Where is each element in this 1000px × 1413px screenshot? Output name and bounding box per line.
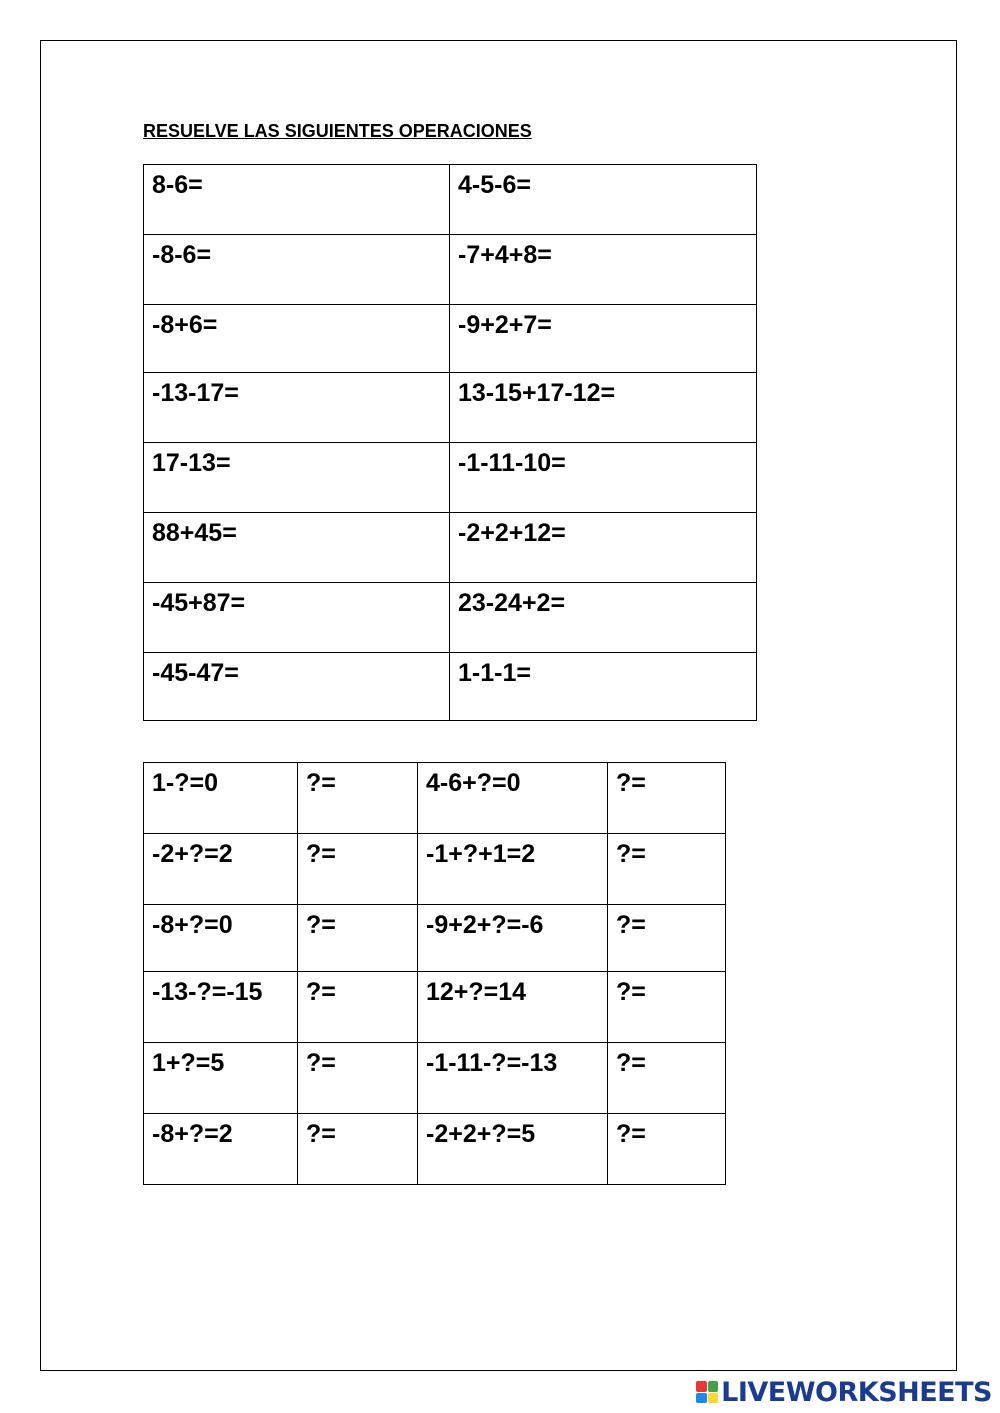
missing-number-table: [143, 762, 726, 1185]
answer-cell[interactable]: ?=: [608, 972, 726, 1043]
table-row: [144, 972, 726, 1043]
equation-cell: 12+?=14: [418, 972, 608, 1043]
operation-cell[interactable]: -13-17=: [144, 373, 450, 443]
liveworksheets-logo-icon: [696, 1381, 718, 1403]
operation-cell[interactable]: 4-5-6=: [450, 165, 757, 235]
operation-cell[interactable]: 8-6=: [144, 165, 450, 235]
answer-cell[interactable]: ?=: [608, 834, 726, 905]
logo-square-blue: [696, 1393, 707, 1404]
equation-cell: -1-11-?=-13: [418, 1043, 608, 1114]
operation-cell[interactable]: 23-24+2=: [450, 583, 757, 653]
equation-cell: -8+?=0: [144, 905, 298, 972]
equation-cell: -8+?=2: [144, 1114, 298, 1185]
table-row: [144, 834, 726, 905]
operation-cell[interactable]: -7+4+8=: [450, 235, 757, 305]
table-row: [144, 165, 757, 235]
operation-cell[interactable]: -45+87=: [144, 583, 450, 653]
operation-cell[interactable]: -8+6=: [144, 305, 450, 373]
answer-cell[interactable]: ?=: [608, 763, 726, 834]
equation-cell: 1-?=0: [144, 763, 298, 834]
answer-cell[interactable]: ?=: [608, 905, 726, 972]
equation-cell: -1+?+1=2: [418, 834, 608, 905]
table-row: [144, 905, 726, 972]
logo-square-green: [708, 1381, 719, 1392]
equation-cell: -2+2+?=5: [418, 1114, 608, 1185]
equation-cell: -2+?=2: [144, 834, 298, 905]
table-row: [144, 235, 757, 305]
table-row: [144, 1043, 726, 1114]
equation-cell: 4-6+?=0: [418, 763, 608, 834]
operation-cell[interactable]: -45-47=: [144, 653, 450, 721]
table-row: [144, 653, 757, 721]
operation-cell[interactable]: -9+2+7=: [450, 305, 757, 373]
answer-cell[interactable]: ?=: [608, 1114, 726, 1185]
operation-cell[interactable]: -2+2+12=: [450, 513, 757, 583]
answer-cell[interactable]: ?=: [298, 905, 418, 972]
operations-table: [143, 164, 757, 721]
worksheet-title: RESUELVE LAS SIGUIENTES OPERACIONES: [143, 121, 532, 141]
table-row: [144, 443, 757, 513]
equation-cell: -13-?=-15: [144, 972, 298, 1043]
answer-cell[interactable]: ?=: [298, 972, 418, 1043]
equation-cell: 1+?=5: [144, 1043, 298, 1114]
operation-cell[interactable]: 17-13=: [144, 443, 450, 513]
table-row: [144, 373, 757, 443]
logo-square-red: [696, 1381, 707, 1392]
table-row: [144, 763, 726, 834]
table-row: [144, 513, 757, 583]
table-row: [144, 1114, 726, 1185]
equation-cell: -9+2+?=-6: [418, 905, 608, 972]
table-row: [144, 583, 757, 653]
answer-cell[interactable]: ?=: [298, 1114, 418, 1185]
operation-cell[interactable]: 13-15+17-12=: [450, 373, 757, 443]
operation-cell[interactable]: -1-11-10=: [450, 443, 757, 513]
answer-cell[interactable]: ?=: [298, 1043, 418, 1114]
liveworksheets-logo: [696, 1377, 992, 1407]
logo-square-yellow: [708, 1393, 719, 1404]
answer-cell[interactable]: ?=: [298, 834, 418, 905]
operation-cell[interactable]: -8-6=: [144, 235, 450, 305]
answer-cell[interactable]: ?=: [608, 1043, 726, 1114]
answer-cell[interactable]: ?=: [298, 763, 418, 834]
table-row: [144, 305, 757, 373]
operation-cell[interactable]: 1-1-1=: [450, 653, 757, 721]
logo-text: LIVEWORKSHEETS: [721, 1376, 992, 1408]
operation-cell[interactable]: 88+45=: [144, 513, 450, 583]
